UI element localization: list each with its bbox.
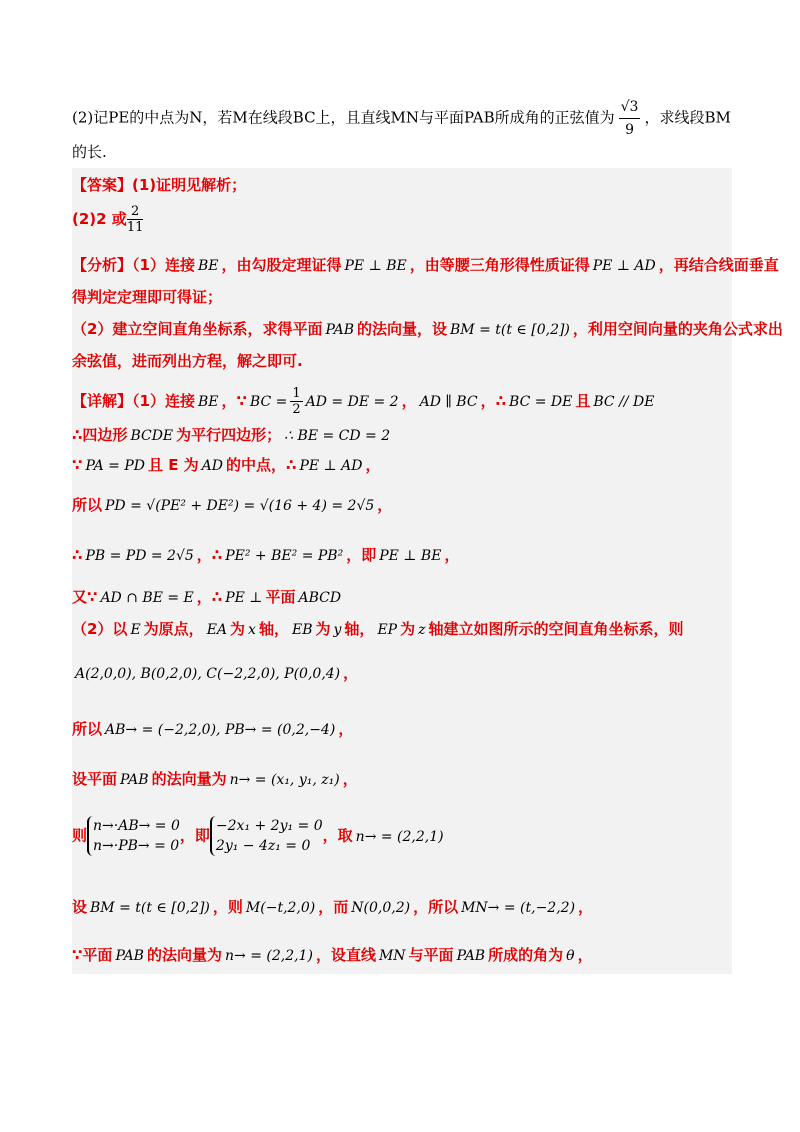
- analysis-line-4: 余弦值，进而列出方程，解之即可.: [72, 352, 303, 370]
- sine-fraction: [619, 96, 641, 141]
- detail-line-1: 【详解】（1）连接 BE ，∵ BC = $\frac{1}{2}$ AD = DE = 2 ， AD ∥ BC ，∴ BC = DE 且 BC // DE: [72, 386, 655, 417]
- detail-line-2: ∴四边形 BCDE 为平行四边形； ∴ BE = CD = 2: [72, 426, 391, 444]
- answer-fraction: $\frac{2}{11}$: [126, 204, 144, 235]
- detail-line-5: ∴ PB = PD = 2√5 ，∴ PE² + BE² = PB² ，即 PE ⊥ BE ，: [72, 546, 460, 564]
- detail-line-3: ∵ PA = PD 且 E 为 AD 的中点，∴ PE ⊥ AD ，: [72, 456, 381, 474]
- detail-line-12: 设 BM = t(t ∈ [0,2]) ，则 M(−t,2,0) ，而 N(0,0,2) ，所以 MN→ = (t,−2,2) ，: [72, 898, 594, 916]
- answer-label: 【答案】(1)证明见解析；: [72, 176, 247, 194]
- question-suffix: ，求线段BM的长.: [72, 108, 731, 161]
- detail-line-7: （2）以 E 为原点， EA 为 x 轴， EB 为 y 轴， EP 为 z 轴建立如图所示的空间直角坐标系，则: [72, 620, 684, 638]
- detail-line-9: 所以 AB→ = (−2,2,0), PB→ = (0,2,−4) ，: [72, 720, 354, 738]
- fraction-denominator: 9: [625, 122, 634, 138]
- equation-system-2: −2x₁ + 2y₁ = 0 2y₁ − 4z₁ = 0: [210, 816, 323, 856]
- detail-line-8: A(2,0,0), B(0,2,0), C(−2,2,0), P(0,0,4) ，: [75, 664, 359, 682]
- answer-part2: (2)2 或 $\frac{2}{11}$: [72, 204, 144, 235]
- analysis-line-2: 得判定定理即可得证；: [72, 288, 223, 306]
- solution-panel: [72, 168, 783, 974]
- equation-system-1: n→·AB→ = 0 n→·PB→ = 0: [87, 816, 180, 856]
- detail-line-11: 则 n→·AB→ = 0 n→·PB→ = 0 ，即 −2x₁ + 2y₁ = 0 2y₁ − 4z₁ = 0 ，取 n→ = (2,2,1): [72, 818, 444, 854]
- detail-line-10: 设平面 PAB 的法向量为 n→ = (x₁, y₁, z₁) ，: [72, 770, 358, 788]
- question-prefix: (2)记PE的中点为N，若M在线段BC上，且直线MN与平面PAB所成角的正弦值为: [72, 108, 615, 127]
- question-part2: [72, 96, 732, 163]
- detail-line-4: 所以 PD = √(PE² + DE²) = √(16 + 4) = 2√5 ，: [72, 496, 393, 514]
- analysis-line-1: 【分析】（1）连接 BE ，由勾股定理证得 PE ⊥ BE ，由等腰三角形得性质证得 PE ⊥ AD ，再结合线面垂直: [72, 256, 779, 274]
- detail-line-13: ∵平面 PAB 的法向量为 n→ = (2,2,1) ，设直线 MN 与平面 PAB 所成的角为 θ ，: [72, 946, 593, 964]
- detail-line-6: 又∵ AD ∩ BE = E ，∴ PE ⊥ 平面 ABCD: [72, 588, 342, 606]
- fraction-numerator: √3: [619, 96, 641, 119]
- analysis-line-3: （2）建立空间直角坐标系，求得平面 PAB 的法向量，设 BM = t(t ∈ [0,2]) ，利用空间向量的夹角公式求出: [72, 320, 783, 338]
